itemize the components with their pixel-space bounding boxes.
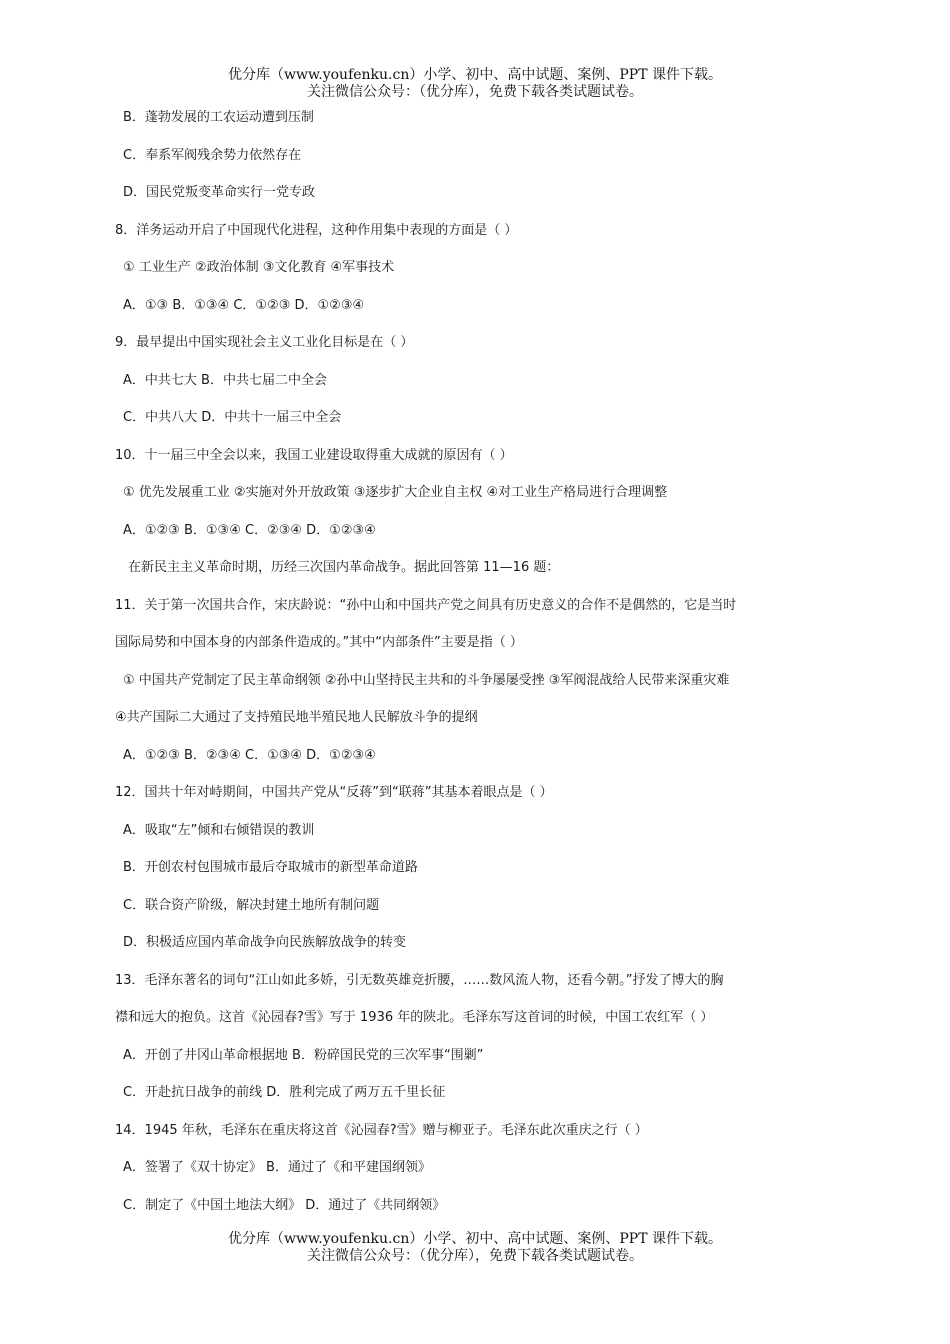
option-line: A．吸取“左”倾和右倾错误的教训 xyxy=(123,822,315,838)
option-line: C．中共八大 D．中共十一届三中全会 xyxy=(123,410,342,425)
question-11-continued: 国际局势和中国本身的内部条件造成的。”其中“内部条件”主要是指（ ） xyxy=(115,635,523,650)
option-line: A．①②③ B．②③④ C．①③④ D．①②③④ xyxy=(123,747,376,763)
header-line-1: 优分库（www.youfenku.cn）小学、初中、高中试题、案例、PPT 课件下载。 xyxy=(227,67,722,83)
option-line: B．蓬勃发展的工农运动遭到压制 xyxy=(123,110,314,125)
option-line: C．奉系军阀残余势力依然存在 xyxy=(123,147,302,163)
section-intro: 在新民主主义革命时期，历经三次国内革命战争。据此回答第 11—16 题： xyxy=(128,560,560,575)
option-line: D．积极适应国内革命战争向民族解放战争的转变 xyxy=(123,935,407,950)
question-11: 11．关于第一次国共合作，宋庆龄说：“孙中山和中国共产党之间具有历史意义的合作不是偶然的，它是当时 xyxy=(115,597,737,613)
question-13: 13．毛泽东著名的词句“江山如此多娇，引无数英雄竞折腰，……数风流人物，还看今朝。”抒发了博大的胸 xyxy=(115,972,724,988)
option-line: C．制定了《中国土地法大纲》 D．通过了《共同纲领》 xyxy=(123,1197,446,1213)
page-header xyxy=(0,67,950,101)
footer-line-1: 优分库（www.youfenku.cn）小学、初中、高中试题、案例、PPT 课件下载。 xyxy=(227,1231,722,1247)
option-line: A．开创了井冈山革命根据地 B．粉碎国民党的三次军事“围剿” xyxy=(123,1047,484,1063)
question-13-continued: 襟和远大的抱负。这首《沁园春?雪》写于 1936 年的陕北。毛泽东写这首词的时候，中国工农红军（ ） xyxy=(115,1010,714,1025)
statement-line: ① 中国共产党制定了民主革命纲领 ②孙中山坚持民主共和的斗争屡屡受挫 ③军阀混战给人民带来深重灾难 xyxy=(123,672,730,688)
option-line: A．中共七大 B．中共七届二中全会 xyxy=(123,372,327,388)
statement-line: ④共产国际二大通过了支持殖民地半殖民地人民解放斗争的提纲 xyxy=(115,710,478,725)
option-line: A．签署了《双十协定》 B．通过了《和平建国纲领》 xyxy=(123,1160,431,1175)
statement-line: ① 工业生产 ②政治体制 ③文化教育 ④军事技术 xyxy=(123,260,395,275)
footer-line-2: 关注微信公众号：（优分库），免费下载各类试题试卷。 xyxy=(307,1248,643,1264)
statement-line: ① 优先发展重工业 ②实施对外开放政策 ③逐步扩大企业自主权 ④对工业生产格局进行合理调整 xyxy=(123,485,668,500)
page-footer xyxy=(0,1231,950,1265)
question-10: 10．十一届三中全会以来，我国工业建设取得重大成就的原因有（ ） xyxy=(115,447,513,463)
document-body xyxy=(115,108,815,1233)
option-line: D．国民党叛变革命实行一党专政 xyxy=(123,185,316,200)
option-line: A．①③ B．①③④ C．①②③ D．①②③④ xyxy=(123,297,365,313)
question-12: 12．国共十年对峙期间，中国共产党从“反蒋”到“联蒋”其基本着眼点是（ ） xyxy=(115,785,553,800)
option-line: A．①②③ B．①③④ C．②③④ D．①②③④ xyxy=(123,522,376,538)
question-9: 9．最早提出中国实现社会主义工业化目标是在（ ） xyxy=(115,335,414,350)
header-line-2: 关注微信公众号：（优分库），免费下载各类试题试卷。 xyxy=(307,84,643,100)
option-line: B．开创农村包围城市最后夺取城市的新型革命道路 xyxy=(123,860,418,875)
question-14: 14．1945 年秋，毛泽东在重庆将这首《沁园春?雪》赠与柳亚子。毛泽东此次重庆之行（ ） xyxy=(115,1122,648,1138)
option-line: C．开赴抗日战争的前线 D．胜利完成了两万五千里长征 xyxy=(123,1085,446,1100)
option-line: C．联合资产阶级，解决封建土地所有制问题 xyxy=(123,897,380,913)
question-8: 8．洋务运动开启了中国现代化进程，这种作用集中表现的方面是（ ） xyxy=(115,222,518,238)
